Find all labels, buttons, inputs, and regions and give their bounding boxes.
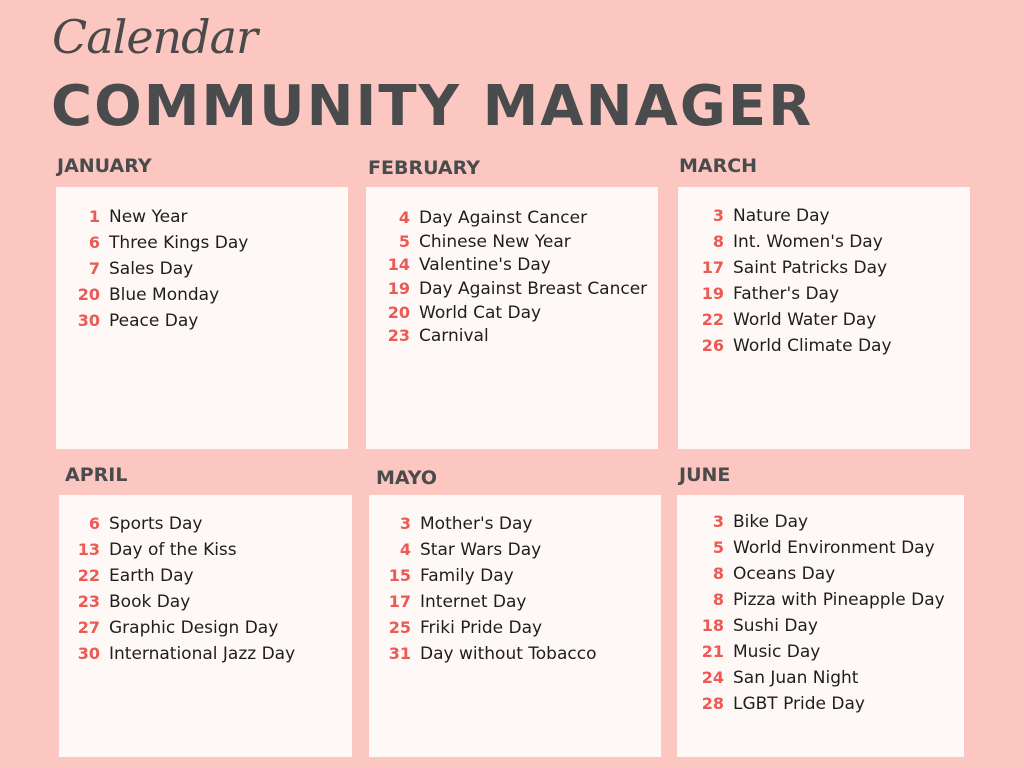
event-label: New Year [109,207,188,227]
event-item [56,311,348,337]
event-label: World Cat Day [419,302,542,323]
event-label: Earth Day [109,566,194,586]
event-item [367,514,659,540]
event-item [680,310,972,336]
event-day: 1 [88,207,100,226]
event-item [366,255,658,279]
event-label: Pizza with Pineapple Day [733,590,945,610]
event-item [366,208,658,232]
event-item [56,618,349,644]
event-day: 15 [388,566,411,585]
event-label: San Juan Night [733,668,859,688]
event-label: Mother's Day [420,514,533,534]
event-label: Sports Day [109,514,203,534]
event-label: Chinese New Year [419,231,571,252]
event-day: 6 [88,514,100,533]
event-item [680,336,972,362]
month-title-april: APRIL [65,464,128,486]
event-label: Father's Day [733,284,840,304]
event-label: Star Wars Day [420,540,542,560]
event-day: 17 [701,258,724,277]
event-day: 4 [399,540,411,559]
event-day: 19 [701,284,724,303]
event-item [680,694,967,720]
event-label: Carnival [419,326,489,347]
event-day: 23 [77,592,100,611]
event-day: 27 [77,618,100,637]
event-day: 8 [712,590,724,609]
event-item [56,285,348,311]
event-label: Three Kings Day [109,233,249,253]
event-item [367,592,659,618]
event-day: 8 [712,564,724,583]
event-label: LGBT Pride Day [733,694,865,714]
event-day: 14 [387,255,410,275]
event-day: 26 [701,336,724,355]
event-day: 20 [77,285,100,304]
event-item [680,512,967,538]
event-item [680,232,972,258]
event-day: 18 [701,616,724,635]
event-item [680,258,972,284]
event-day: 20 [387,302,410,322]
event-label: Day without Tobacco [420,644,597,664]
event-label: Friki Pride Day [420,618,543,638]
event-item [680,590,967,616]
event-item [680,668,967,694]
event-label: Day Against Breast Cancer [419,279,648,300]
month-box-february [366,187,658,449]
event-day: 3 [712,512,724,531]
event-label: World Climate Day [733,336,892,356]
event-item [367,618,659,644]
event-day: 22 [701,310,724,329]
event-item [56,259,348,285]
event-item [680,564,967,590]
event-day: 17 [388,592,411,611]
event-label: Valentine's Day [419,255,551,276]
event-item [56,592,349,618]
event-label: Nature Day [733,206,830,226]
event-day: 6 [88,233,100,252]
event-label: Oceans Day [733,564,836,584]
event-item [367,566,659,592]
event-label: World Environment Day [733,538,935,558]
calendar-script-title: Calendar [52,10,258,64]
event-item [366,303,658,327]
event-day: 25 [388,618,411,637]
event-item [680,538,967,564]
event-item [680,284,972,310]
event-label: International Jazz Day [109,644,296,664]
month-box-april [59,495,352,757]
event-item [680,206,972,232]
month-box-mayo [369,495,661,757]
event-label: Day of the Kiss [109,540,237,560]
event-day: 21 [701,642,724,661]
event-label: Bike Day [733,512,809,532]
event-item [56,233,348,259]
event-label: Saint Patricks Day [733,258,888,278]
month-box-march [678,187,970,449]
event-item [56,644,349,670]
event-day: 4 [398,208,410,227]
event-item [680,642,967,668]
month-title-march: MARCH [679,155,758,177]
event-day: 28 [701,694,724,713]
event-day: 30 [77,644,100,663]
month-title-february: FEBRUARY [368,157,480,179]
event-item [56,540,349,566]
event-item [56,566,349,592]
event-label: Day Against Cancer [419,208,588,228]
event-label: Graphic Design Day [109,618,279,638]
event-day: 3 [399,514,411,533]
event-item [367,644,659,670]
event-item [680,616,967,642]
event-day: 7 [88,259,100,278]
month-box-january [56,187,348,449]
month-box-june [677,495,964,757]
event-day: 24 [701,668,724,687]
month-title-january: JANUARY [57,155,152,177]
event-day: 13 [77,540,100,559]
event-day: 30 [77,311,100,330]
event-day: 31 [388,644,411,663]
event-day: 23 [387,326,410,346]
month-title-june: JUNE [679,464,731,486]
event-day: 5 [712,538,724,557]
event-label: Int. Women's Day [733,232,883,252]
event-label: Sushi Day [733,616,818,636]
event-day: 19 [387,279,410,299]
event-label: Blue Monday [109,285,220,305]
event-item [366,232,658,256]
event-label: Music Day [733,642,821,662]
event-label: Sales Day [109,259,194,279]
event-item [367,540,659,566]
event-item [366,326,658,350]
event-label: World Water Day [733,310,877,330]
page-title: COMMUNITY MANAGER [51,74,814,139]
event-item [56,207,348,233]
event-label: Family Day [420,566,514,586]
event-day: 22 [77,566,100,585]
event-item [56,514,349,540]
month-title-mayo: MAYO [376,467,438,489]
event-day: 3 [712,206,724,225]
event-day: 5 [398,231,410,251]
event-item [366,279,658,303]
event-label: Peace Day [109,311,199,331]
event-label: Internet Day [420,592,527,612]
event-label: Book Day [109,592,191,612]
event-day: 8 [712,232,724,251]
